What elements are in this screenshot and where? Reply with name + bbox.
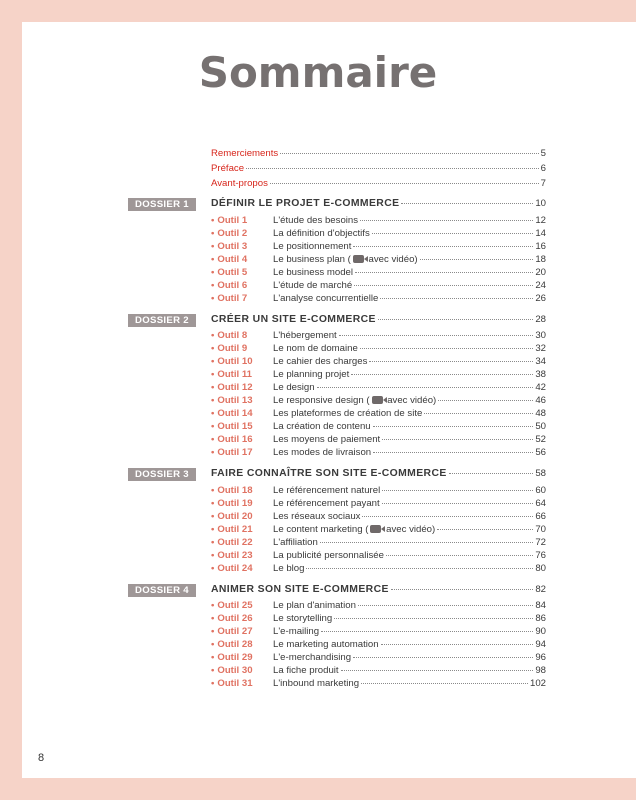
toc-entry-preface[interactable]: [211, 163, 546, 175]
tool-title: Le blog: [273, 563, 305, 574]
bullet: •: [211, 421, 215, 432]
page-ref: 14: [535, 228, 546, 239]
tool-title: L'étude de marché: [273, 280, 353, 291]
toc-tool-entry[interactable]: [211, 215, 546, 227]
leader-dots: [362, 516, 533, 517]
toc-tool-entry[interactable]: [211, 639, 546, 651]
toc-tool-entry[interactable]: [211, 293, 546, 305]
leader-dots: [353, 657, 533, 658]
leader-dots: [372, 233, 534, 234]
bullet: •: [211, 665, 215, 676]
leader-dots: [361, 683, 528, 684]
leader-dots: [354, 285, 533, 286]
leader-dots: [382, 439, 533, 440]
leader-dots: [401, 203, 533, 204]
page-ref: 32: [535, 343, 546, 354]
tool-label: • Outil 9: [211, 343, 248, 354]
bullet: •: [211, 613, 215, 624]
page-ref: 86: [535, 613, 546, 624]
bullet: •: [211, 511, 215, 522]
page-ref: 84: [535, 600, 546, 611]
tool-label: • Outil 23: [211, 550, 253, 561]
page-title: Sommaire: [198, 48, 438, 97]
page-ref: 16: [535, 241, 546, 252]
dossier-title: DÉFINIR LE PROJET E-COMMERCE: [211, 198, 400, 209]
page-ref: 12: [535, 215, 546, 226]
bullet: •: [211, 241, 215, 252]
leader-dots: [355, 272, 533, 273]
tool-title: Le content marketing ( avec vidéo): [273, 524, 436, 535]
page-ref: 52: [535, 434, 546, 445]
tool-title: L'inbound marketing: [273, 678, 360, 689]
page-ref: 5: [540, 148, 546, 159]
tool-title: Le plan d'animation: [273, 600, 356, 611]
page-ref: 42: [535, 382, 546, 393]
page-ref: 90: [535, 626, 546, 637]
leader-dots: [373, 452, 533, 453]
bullet: •: [211, 267, 215, 278]
toc-tool-entry[interactable]: [211, 228, 546, 240]
page-ref: 18: [535, 254, 546, 265]
bullet: •: [211, 395, 215, 406]
page-ref: 10: [535, 198, 546, 209]
leader-dots: [449, 473, 534, 474]
tool-title: Le cahier des charges: [273, 356, 368, 367]
bullet: •: [211, 369, 215, 380]
page-ref: 6: [540, 163, 546, 174]
bullet: •: [211, 563, 215, 574]
leader-dots: [317, 387, 534, 388]
leader-dots: [306, 568, 533, 569]
tool-title: Le nom de domaine: [273, 343, 358, 354]
leader-dots: [280, 153, 538, 154]
toc-tool-entry[interactable]: [211, 343, 546, 355]
tool-label: • Outil 29: [211, 652, 253, 663]
bullet: •: [211, 408, 215, 419]
toc-entry-remerciements[interactable]: [211, 148, 546, 160]
tool-title: L'hébergement: [273, 330, 337, 341]
bullet: •: [211, 447, 215, 458]
bullet: •: [211, 600, 215, 611]
page-ref: 30: [535, 330, 546, 341]
toc-tool-entry[interactable]: [211, 652, 546, 664]
toc-tool-entry[interactable]: [211, 524, 546, 536]
tool-title: La création de contenu: [273, 421, 371, 432]
toc-tool-entry[interactable]: [211, 382, 546, 394]
tool-label: • Outil 10: [211, 356, 253, 367]
leader-dots: [320, 542, 533, 543]
dossier-title: CRÉER UN SITE E-COMMERCE: [211, 314, 376, 325]
dossier-heading[interactable]: [211, 314, 546, 326]
tool-label: • Outil 1: [211, 215, 248, 226]
tool-title: La définition d'objectifs: [273, 228, 370, 239]
tool-label: • Outil 26: [211, 613, 253, 624]
toc-tool-entry[interactable]: [211, 434, 546, 446]
tool-label: • Outil 7: [211, 293, 248, 304]
dossier-heading[interactable]: [211, 584, 546, 596]
tool-label: • Outil 30: [211, 665, 253, 676]
tool-label: • Outil 13: [211, 395, 253, 406]
toc-tool-entry[interactable]: [211, 550, 546, 562]
leader-dots: [381, 644, 534, 645]
page-ref: 82: [535, 584, 546, 595]
tool-title: Le business model: [273, 267, 353, 278]
leader-dots: [378, 319, 533, 320]
tool-title: Le marketing automation: [273, 639, 379, 650]
toc-entry-label: Préface: [211, 163, 245, 174]
tool-title: Le business plan ( avec vidéo): [273, 254, 418, 265]
toc-entry-avant-propos[interactable]: [211, 178, 546, 190]
page-ref: 7: [540, 178, 546, 189]
bullet: •: [211, 228, 215, 239]
video-camera-icon: [353, 255, 364, 263]
toc-tool-entry[interactable]: [211, 241, 546, 253]
dossier-heading[interactable]: [211, 198, 546, 210]
tool-label: • Outil 19: [211, 498, 253, 509]
page-ref: 28: [535, 314, 546, 325]
page-ref: 24: [535, 280, 546, 291]
leader-dots: [341, 670, 534, 671]
tool-title: La fiche produit: [273, 665, 339, 676]
video-camera-icon: [372, 396, 383, 404]
bullet: •: [211, 639, 215, 650]
dossier-badge: DOSSIER 1: [128, 198, 196, 211]
leader-dots: [270, 183, 539, 184]
page-ref: 48: [535, 408, 546, 419]
page-ref: 26: [535, 293, 546, 304]
tool-label: • Outil 4: [211, 254, 248, 265]
tool-title: La publicité personnalisée: [273, 550, 384, 561]
leader-dots: [420, 259, 534, 260]
toc-tool-entry[interactable]: [211, 563, 546, 575]
page-ref: 76: [535, 550, 546, 561]
page-ref: 80: [535, 563, 546, 574]
tool-title: Le référencement payant: [273, 498, 380, 509]
tool-label: • Outil 20: [211, 511, 253, 522]
video-camera-icon: [370, 525, 381, 533]
page-ref: 102: [529, 678, 546, 689]
tool-label: • Outil 31: [211, 678, 253, 689]
toc-tool-entry[interactable]: [211, 613, 546, 625]
bullet: •: [211, 343, 215, 354]
tool-label: • Outil 6: [211, 280, 248, 291]
tool-label: • Outil 3: [211, 241, 248, 252]
leader-dots: [382, 490, 533, 491]
bullet: •: [211, 434, 215, 445]
toc-entry-label: Remerciements: [211, 148, 279, 159]
toc-tool-entry[interactable]: [211, 421, 546, 433]
tool-title: L'analyse concurrentielle: [273, 293, 379, 304]
bullet: •: [211, 280, 215, 291]
tool-title: Le référencement naturel: [273, 485, 381, 496]
tool-title: Le positionnement: [273, 241, 352, 252]
bullet: •: [211, 498, 215, 509]
tool-label: • Outil 25: [211, 600, 253, 611]
tool-label: • Outil 5: [211, 267, 248, 278]
page-ref: 50: [535, 421, 546, 432]
dossier-title: FAIRE CONNAÎTRE SON SITE E-COMMERCE: [211, 468, 447, 479]
tool-title: L'e-mailing: [273, 626, 320, 637]
tool-label: • Outil 15: [211, 421, 253, 432]
page-ref: 72: [535, 537, 546, 548]
leader-dots: [391, 589, 534, 590]
bullet: •: [211, 485, 215, 496]
toc-tool-entry[interactable]: [211, 395, 546, 407]
leader-dots: [438, 400, 533, 401]
toc-tool-entry[interactable]: [211, 678, 546, 690]
page-number: 8: [38, 752, 45, 764]
page-ref: 66: [535, 511, 546, 522]
leader-dots: [380, 298, 533, 299]
tool-title: L'affiliation: [273, 537, 318, 548]
tool-label: • Outil 14: [211, 408, 253, 419]
page-ref: 20: [535, 267, 546, 278]
leader-dots: [373, 426, 534, 427]
page-ref: 98: [535, 665, 546, 676]
tool-label: • Outil 24: [211, 563, 253, 574]
tool-title: L'étude des besoins: [273, 215, 359, 226]
tool-label: • Outil 16: [211, 434, 253, 445]
page-ref: 58: [535, 468, 546, 479]
tool-label: • Outil 12: [211, 382, 253, 393]
leader-dots: [369, 361, 533, 362]
tool-label: • Outil 27: [211, 626, 253, 637]
tool-label: • Outil 8: [211, 330, 248, 341]
tool-title: Les réseaux sociaux: [273, 511, 361, 522]
page-ref: 56: [535, 447, 546, 458]
bullet: •: [211, 678, 215, 689]
bullet: •: [211, 254, 215, 265]
dossier-heading[interactable]: [211, 468, 546, 480]
toc-tool-entry[interactable]: [211, 356, 546, 368]
page-ref: 70: [535, 524, 546, 535]
toc-entry-label: Avant-propos: [211, 178, 268, 189]
leader-dots: [360, 348, 534, 349]
page-ref: 64: [535, 498, 546, 509]
tool-label: • Outil 18: [211, 485, 253, 496]
bullet: •: [211, 626, 215, 637]
toc-tool-entry[interactable]: [211, 447, 546, 459]
page-ref: 38: [535, 369, 546, 380]
toc-tool-entry[interactable]: [211, 267, 546, 279]
tool-label: • Outil 28: [211, 639, 253, 650]
leader-dots: [382, 503, 534, 504]
bullet: •: [211, 382, 215, 393]
tool-title: Le design: [273, 382, 315, 393]
tool-title: Le responsive design ( avec vidéo): [273, 395, 437, 406]
leader-dots: [353, 246, 533, 247]
toc-tool-entry[interactable]: [211, 511, 546, 523]
leader-dots: [424, 413, 533, 414]
bullet: •: [211, 652, 215, 663]
tool-label: • Outil 2: [211, 228, 248, 239]
leader-dots: [334, 618, 533, 619]
bullet: •: [211, 550, 215, 561]
page-ref: 96: [535, 652, 546, 663]
bullet: •: [211, 537, 215, 548]
tool-label: • Outil 22: [211, 537, 253, 548]
tool-title: L'e-merchandising: [273, 652, 352, 663]
toc-tool-entry[interactable]: [211, 369, 546, 381]
page-ref: 34: [535, 356, 546, 367]
bullet: •: [211, 293, 215, 304]
toc-tool-entry[interactable]: [211, 408, 546, 420]
toc-tool-entry[interactable]: [211, 665, 546, 677]
toc-tool-entry[interactable]: [211, 537, 546, 549]
toc-tool-entry[interactable]: [211, 280, 546, 292]
leader-dots: [339, 335, 534, 336]
tool-title: Le planning projet: [273, 369, 350, 380]
leader-dots: [351, 374, 533, 375]
dossier-badge: DOSSIER 3: [128, 468, 196, 481]
tool-label: • Outil 21: [211, 524, 253, 535]
page-ref: 94: [535, 639, 546, 650]
dossier-badge: DOSSIER 4: [128, 584, 196, 597]
page-ref: 60: [535, 485, 546, 496]
tool-label: • Outil 11: [211, 369, 253, 380]
leader-dots: [360, 220, 533, 221]
tool-title: Les modes de livraison: [273, 447, 372, 458]
tool-title: Les plateformes de création de site: [273, 408, 423, 419]
dossier-title: ANIMER SON SITE E-COMMERCE: [211, 584, 389, 595]
bullet: •: [211, 330, 215, 341]
leader-dots: [386, 555, 533, 556]
toc-tool-entry[interactable]: [211, 330, 546, 342]
toc-tool-entry[interactable]: [211, 626, 546, 638]
leader-dots: [246, 168, 539, 169]
tool-label: • Outil 17: [211, 447, 253, 458]
leader-dots: [437, 529, 533, 530]
toc-tool-entry[interactable]: [211, 485, 546, 497]
dossier-badge: DOSSIER 2: [128, 314, 196, 327]
page-ref: 46: [535, 395, 546, 406]
leader-dots: [358, 605, 533, 606]
toc-tool-entry[interactable]: [211, 254, 546, 266]
bullet: •: [211, 524, 215, 535]
tool-title: Les moyens de paiement: [273, 434, 381, 445]
bullet: •: [211, 356, 215, 367]
bullet: •: [211, 215, 215, 226]
toc-tool-entry[interactable]: [211, 600, 546, 612]
leader-dots: [321, 631, 533, 632]
tool-title: Le storytelling: [273, 613, 333, 624]
toc-tool-entry[interactable]: [211, 498, 546, 510]
